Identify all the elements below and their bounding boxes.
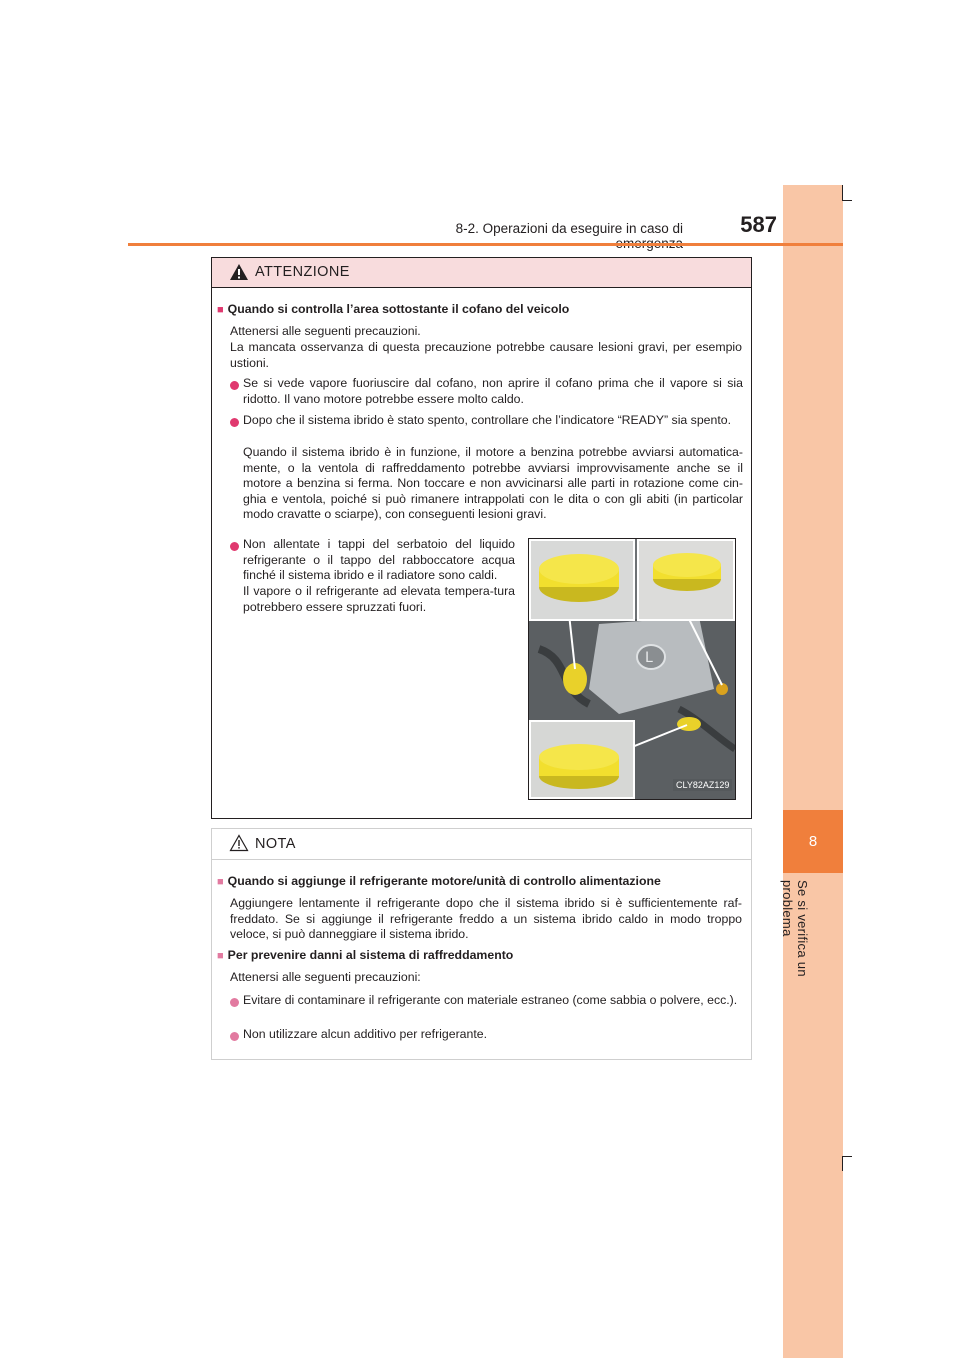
warning-intro-2: La mancata osservanza di questa precauzione potrebbe causare lesioni gravi, per esempio ustioni. (230, 340, 742, 370)
bullet-dot-icon (230, 542, 239, 551)
crop-mark-bottom-tick (842, 1156, 852, 1157)
warning-heading: ■ Quando si controlla l’area sottostante il cofano del veicolo (217, 302, 570, 316)
note-bullet-1: Evitare di contaminare il refrigerante con materiale estraneo (come sabbia o polvere, ecc.). (243, 993, 738, 1007)
note-header (212, 829, 751, 860)
crop-mark-top-tick (842, 200, 852, 201)
warning-header (212, 258, 751, 288)
chapter-label: Se si verifica un problema (780, 880, 810, 977)
chapter-number-box (783, 810, 843, 873)
note-box (211, 828, 752, 1060)
warning-bullet-2b: Quando il sistema ibrido è in funzione, il motore a benzina potrebbe avviarsi automatica-mente, o la ventola di raffreddamento potrebbe avviarsi improvvisamente anche se il motore a benzina si ferma. Non toccare e non avvicinarsi alle parti in rotazione come cin-ghia e ventola, poiché si può rimanere intrappolati con le dita o con gli abiti (in particolar modo cravatte o sciarpe), con conseguenti lesioni gravi. (243, 445, 743, 521)
page-number: 587 (740, 212, 777, 237)
note-bullet-2: Non utilizzare alcun additivo per refrigerante. (243, 1027, 488, 1041)
caution-triangle-icon (229, 834, 249, 852)
note-heading-1: ■ Quando si aggiunge il refrigerante motore/unità di controllo alimentazione (217, 874, 661, 888)
section-title: 8-2. Operazioni da eseguire in caso di (455, 221, 683, 236)
note-text-1: Aggiungere lentamente il refrigerante dopo che il sistema ibrido si è sufficientemente raf-freddato. Se si aggiunge il refrigerante freddo a un sistema ibrido caldo in modo troppo veloce, si può danneggiare il sistema ibrido. (230, 896, 742, 941)
warning-bullet-1: Se si vede vapore fuoriuscire dal cofano, non aprire il cofano prima che il vapore si sia ridotto. Il vano motore potrebbe essere molto caldo. (243, 376, 743, 406)
crop-mark-top (842, 185, 843, 200)
svg-text:L: L (645, 650, 653, 666)
square-bullet-icon: ■ (217, 876, 224, 888)
note-title: NOTA (255, 836, 296, 852)
warning-bullet-3: Non allentate i tappi del serbatoio del liquido refrigerante o il tappo del rabboccatore acqua finché il sistema ibrido e il radiatore sono caldi. (243, 537, 515, 582)
engine-coolant-caps-illustration (528, 538, 736, 800)
square-bullet-icon: ■ (217, 304, 224, 316)
header-rule (128, 243, 843, 246)
image-code: CLY82AZ129 (673, 779, 732, 791)
bullet-dot-icon (230, 1032, 239, 1041)
warning-title: ATTENZIONE (255, 264, 350, 280)
engine-photo-svg (529, 539, 735, 799)
warning-box (211, 257, 752, 819)
note-intro-2: Attenersi alle seguenti precauzioni: (230, 970, 421, 984)
bullet-dot-icon (230, 998, 239, 1007)
warning-bullet-3b: Il vapore o il refrigerante ad elevata tempera-tura potrebbero essere spruzzati fuori. (243, 584, 515, 614)
chapter-side-tab (780, 185, 843, 1358)
crop-mark-bottom (842, 1156, 843, 1171)
bullet-dot-icon (230, 418, 239, 427)
note-heading-2: ■ Per prevenire danni al sistema di raffreddamento (217, 948, 514, 962)
chapter-number: 8 (808, 833, 818, 850)
square-bullet-icon: ■ (217, 950, 224, 962)
bullet-dot-icon (230, 381, 239, 390)
warning-bullet-2a: Dopo che il sistema ibrido è stato spento, controllare che l’indicatore “READY” sia spento. (243, 413, 732, 427)
warning-triangle-icon (229, 263, 249, 281)
warning-intro-1: Attenersi alle seguenti precauzioni. (230, 324, 421, 338)
